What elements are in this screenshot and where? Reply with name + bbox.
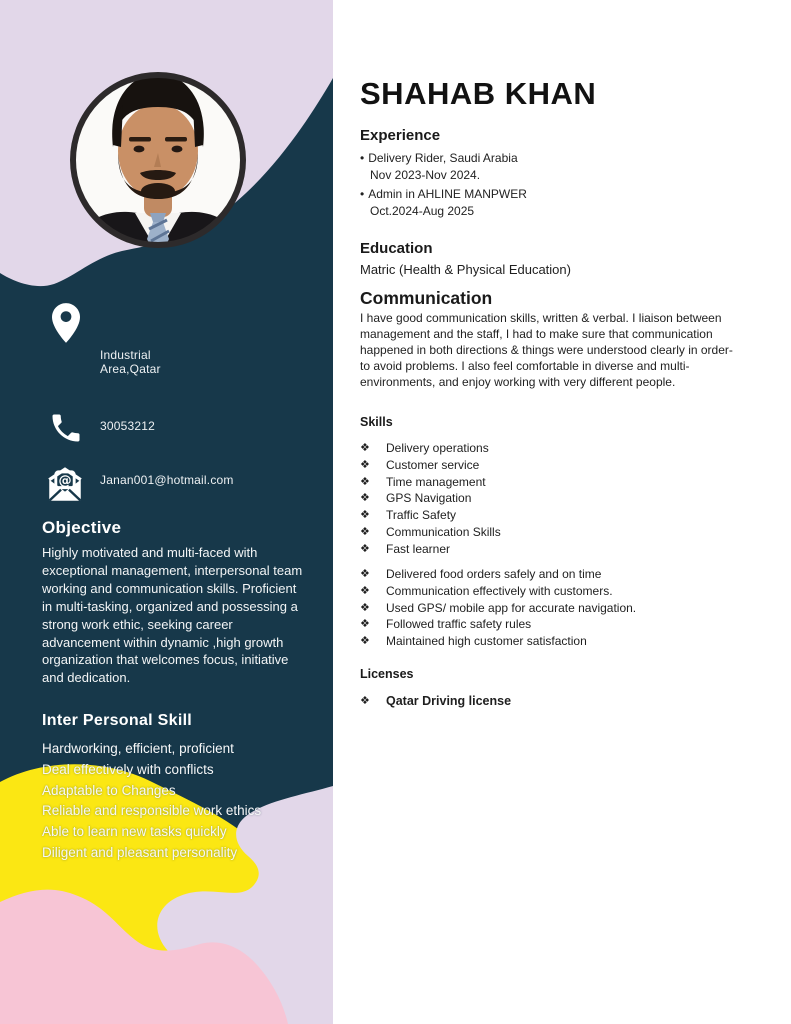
list-item: Reliable and responsible work ethics xyxy=(42,803,262,819)
education-text: Matric (Health & Physical Education) xyxy=(360,262,571,277)
achievement-text: Followed traffic safety rules xyxy=(386,617,532,632)
phone-text: 30053212 xyxy=(100,419,155,433)
diamond-bullet: ❖ xyxy=(360,695,370,707)
phone-icon xyxy=(48,410,84,451)
diamond-bullet: ❖ xyxy=(360,509,370,522)
skill-text: Fast learner xyxy=(386,541,451,556)
diamond-bullet: ❖ xyxy=(360,635,370,648)
objective-text: Highly motivated and multi-faced with exceptional management, interpersonal team working and communication skills. Proficient in multi-tasking, organized and possessing a strong work ethic, seeking career advancement within dynamic ,high growth organization that welcomes focus, initiative and dedication. xyxy=(42,545,303,686)
list-item: Able to learn new tasks quickly xyxy=(42,824,227,840)
list-item xyxy=(360,616,636,632)
diamond-bullet: ❖ xyxy=(360,458,370,471)
list-item: Deal effectively with conflicts xyxy=(42,761,214,777)
objective-section xyxy=(42,518,304,687)
list-item: Adaptable to Changes xyxy=(42,782,176,798)
skill-text: Customer service xyxy=(386,457,480,472)
dot-bullet: • xyxy=(360,151,365,165)
experience-title: Admin in AHLINE MANPWER xyxy=(368,187,527,201)
diamond-bullet: ❖ xyxy=(360,601,370,614)
profile-photo xyxy=(65,67,251,253)
location-text: Industrial Area,Qatar xyxy=(100,348,161,376)
experience-dates: Oct.2024-Aug 2025 xyxy=(370,203,475,218)
list-item xyxy=(360,490,501,506)
location-pin-icon xyxy=(52,303,80,348)
list-item xyxy=(360,507,501,523)
achievement-text: Communication effectively with customers. xyxy=(386,583,613,598)
page-title: SHAHAB KHAN xyxy=(360,76,597,111)
list-item xyxy=(360,440,501,456)
email-text: Janan001@hotmail.com xyxy=(100,473,234,487)
skill-text: Time management xyxy=(386,474,486,489)
objective-heading: Objective xyxy=(42,518,122,537)
skills-list xyxy=(360,440,501,557)
diamond-bullet: ❖ xyxy=(360,442,370,454)
diamond-bullet: ❖ xyxy=(360,542,370,555)
communication-heading: Communication xyxy=(360,288,493,308)
list-item xyxy=(360,566,636,582)
experience-dates: Nov 2023-Nov 2024. xyxy=(370,167,481,182)
diamond-bullet: ❖ xyxy=(360,568,370,580)
skill-text: Communication Skills xyxy=(386,524,501,539)
sidebar xyxy=(0,0,333,1024)
list-item xyxy=(360,693,511,709)
diamond-bullet: ❖ xyxy=(360,492,370,505)
skills-heading: Skills xyxy=(360,415,393,429)
experience-entry xyxy=(360,150,527,183)
skill-text: Traffic Safety xyxy=(386,508,457,523)
licenses-heading: Licenses xyxy=(360,667,414,681)
dot-bullet: • xyxy=(360,187,365,201)
email-envelope-icon xyxy=(44,464,86,511)
achievement-text: Maintained high customer satisfaction xyxy=(386,634,587,649)
list-item xyxy=(360,474,501,490)
experience-list xyxy=(360,150,527,222)
communication-text: I have good communication skills, written & verbal. I liaison between management and the staff, I had to make sure that communication happened in both directions & things were understood clearly in order- to avoid problems. I also feel comfortable in diverse and multi- environments, and enjoy working with very different people. xyxy=(360,311,733,389)
skill-text: Delivery operations xyxy=(386,441,489,455)
interpersonal-list xyxy=(42,739,330,864)
diamond-bullet: ❖ xyxy=(360,475,370,488)
achievement-text: Used GPS/ mobile app for accurate navigation. xyxy=(386,600,637,615)
list-item xyxy=(360,541,501,557)
list-item: Diligent and pleasant personality xyxy=(42,844,238,860)
diamond-bullet: ❖ xyxy=(360,584,370,597)
experience-title: Delivery Rider, Saudi Arabia xyxy=(368,151,518,165)
svg-text:@: @ xyxy=(58,473,72,489)
experience-entry xyxy=(360,186,527,219)
education-heading: Education xyxy=(360,240,433,257)
list-item xyxy=(360,633,636,649)
diamond-bullet: ❖ xyxy=(360,618,370,631)
list-item xyxy=(360,600,636,616)
list-item: Hardworking, efficient, proficient xyxy=(42,741,234,756)
achievements-list xyxy=(360,566,636,649)
interpersonal-section xyxy=(42,712,330,864)
licenses-list xyxy=(360,693,511,709)
achievement-text: Delivered food orders safely and on time xyxy=(386,567,602,581)
list-item xyxy=(360,583,636,599)
skill-text: GPS Navigation xyxy=(386,491,472,506)
interpersonal-heading: Inter Personal Skill xyxy=(42,712,193,729)
list-item xyxy=(360,457,501,473)
license-text: Qatar Driving license xyxy=(386,694,512,708)
experience-heading: Experience xyxy=(360,127,441,144)
diamond-bullet: ❖ xyxy=(360,525,370,538)
list-item xyxy=(360,524,501,540)
